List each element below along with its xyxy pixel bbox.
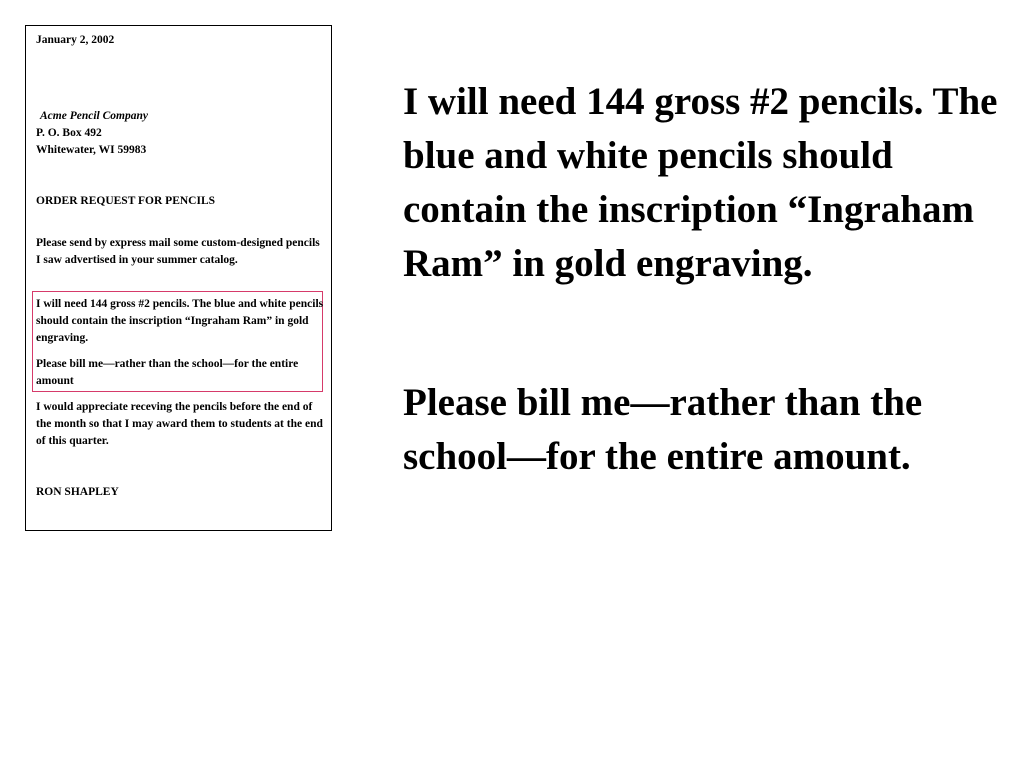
letter-page bbox=[25, 25, 332, 531]
letter-paragraph-1: Please send by express mail some custom-designed pencils I saw advertised in your summer catalog. bbox=[36, 237, 320, 266]
letter-city: Whitewater, WI 59983 bbox=[36, 144, 147, 156]
letter-subject: ORDER REQUEST FOR PENCILS bbox=[36, 195, 216, 207]
letter-signature: RON SHAPLEY bbox=[36, 486, 119, 498]
letter-company-name: Acme Pencil Company bbox=[40, 110, 148, 122]
letter-paragraph-4: I would appreciate receving the pencils before the end of the month so that I may award them to students at the end of this quarter. bbox=[36, 401, 323, 447]
letter-paragraph-2: I will need 144 gross #2 pencils. The blue and white pencils should contain the inscription “Ingraham Ram” in gold engraving. bbox=[36, 298, 324, 344]
zoomed-paragraph-1: I will need 144 gross #2 pencils. The blue and white pencils should contain the inscription “Ingraham Ram” in gold engraving. bbox=[403, 80, 998, 285]
letter-paragraph-3: Please bill me—rather than the school—for the entire amount bbox=[36, 358, 299, 387]
zoomed-paragraph-2: Please bill me—rather than the school—for the entire amount. bbox=[403, 381, 923, 478]
letter-date: January 2, 2002 bbox=[36, 34, 115, 46]
letter-po-box: P. O. Box 492 bbox=[36, 127, 102, 139]
